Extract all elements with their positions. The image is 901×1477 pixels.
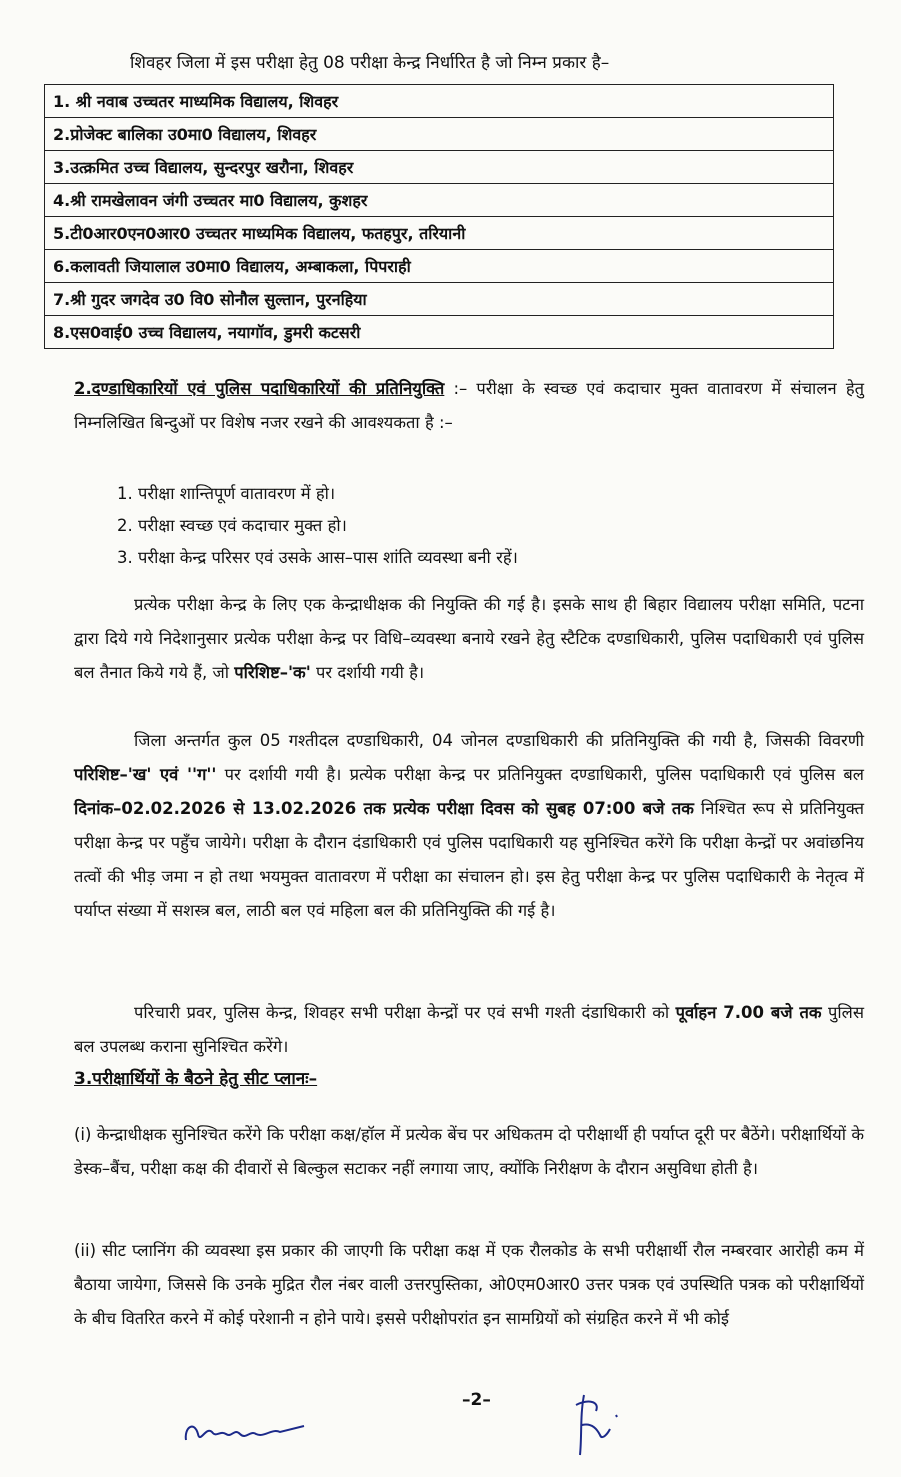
exam-center-name: 7.श्री गुदर जगदेव उ0 वि0 सोनौल सुल्तान, पुरनहिया	[45, 283, 834, 316]
exam-center-name: 4.श्री रामखेलावन जंगी उच्चतर मा0 विद्यालय, कुशहर	[45, 184, 834, 217]
signature-left-icon	[180, 1410, 310, 1450]
exam-center-name: 6.कलावती जियालाल उ0मा0 विद्यालय, अम्बाकला, पिपराही	[45, 250, 834, 283]
seat-plan-point-i: (i) केन्द्राधीक्षक सुनिश्चित करेंगे कि परीक्षा कक्ष/हॉल में प्रत्येक बेंच पर अधिकतम दो परीक्षार्थी ही पर्याप्त दूरी पर बैठेंगे। परीक्षार्थियों के डेस्क–बैंच, परीक्षा कक्ष की दीवारों से बिल्कुल सटाकर नहीं लगाया जाए, क्योंकि निरीक्षण के दौरान असुविधा होती है।	[74, 1125, 864, 1178]
section-2-heading: 2.दण्डाधिकारियों एवं पुलिस पदाधिकारियों की प्रतिनियुक्ति	[74, 379, 445, 398]
point-1: 1. परीक्षा शान्तिपूर्ण वातावरण में हो।	[138, 478, 518, 510]
point-3: 3. परीक्षा केन्द्र परिसर एवं उसके आस–पास शांति व्यवस्था बनी रहें।	[138, 542, 518, 574]
p2-text-a: जिला अन्तर्गत कुल 05 गश्तीदल दण्डाधिकारी, 04 जोनल दण्डाधिकारी की प्रतिनियुक्ति की गयी है, जिसकी विवरणी	[134, 731, 864, 750]
p2-text-e: निश्चित रूप से प्रतिनियुक्त परीक्षा केन्द्र पर पहुँच जायेगे। परीक्षा के दौरान दंडाधिकारी एवं पुलिस पदाधिकारी यह सुनिश्चित करेंगे कि परीक्षा केन्द्रों पर अवांछनिय तत्वों की भीड़ जमा न हो तथा भयमुक्त वातावरण में परीक्षा का संचालन हो। इस हेतु परीक्षा केन्द्र पर पुलिस पदाधिकारी के नेतृत्व में पर्याप्त संख्या में सशस्त्र बल, लाठी बल एवं महिला बल की प्रतिनियुक्ति की गई है।	[74, 799, 864, 920]
section-2-intro	[74, 372, 864, 440]
appendix-ka: परिशिष्ट–'क'	[234, 663, 311, 682]
exam-center-row	[45, 316, 834, 349]
p1-end: पर दर्शायी गयी है।	[310, 663, 425, 682]
page-number: –2–	[462, 1390, 491, 1410]
deployment-dates: दिनांक–02.02.2026 से 13.02.2026 तक प्रत्येक परीक्षा दिवस को सुबह 07:00 बजे तक	[74, 799, 694, 818]
section-2-points	[104, 478, 518, 574]
intro-line: शिवहर जिला में इस परीक्षा हेतु 08 परीक्षा केन्द्र निर्धारित है जो निम्न प्रकार है–	[130, 53, 610, 73]
p3-end: पुलिस बल उपलब्ध कराना सुनिश्चित करेंगे।	[74, 1003, 865, 1056]
exam-center-row	[45, 283, 834, 316]
exam-center-row	[45, 184, 834, 217]
exam-center-name: 3.उत्क्रमित उच्च विद्यालय, सुन्दरपुर खरौना, शिवहर	[45, 151, 834, 184]
exam-center-name: 8.एस0वाई0 उच्च विद्यालय, नयागॉव, डुमरी कटसरी	[45, 316, 834, 349]
p3-text: परिचारी प्रवर, पुलिस केन्द्र, शिवहर सभी परीक्षा केन्द्रों पर एवं सभी गश्ती दंडाधिकारी को	[134, 1003, 676, 1022]
exam-center-row	[45, 85, 834, 118]
section-2-lead: :– परीक्षा के स्वच्छ एवं कदाचार मुक्त वातावरण में संचालन हेतु निम्नलिखित बिन्दुओं पर विशेष नजर रखने की आवश्यकता है :–	[74, 379, 864, 432]
seat-plan-point-ii: (ii) सीट प्लानिंग की व्यवस्था इस प्रकार की जाएगी कि परीक्षा कक्ष में एक रौलकोड के सभी परीक्षार्थी रौल नम्बरवार आरोही कम में बैठाया जायेगा, जिससे कि उनके मुद्रित रौल नंबर वाली उत्तरपुस्तिका, ओ0एम0आर0 उत्तर पत्रक एवं उपस्थिति पत्रक को परीक्षार्थियों के बीच वितरित करने में कोई परेशानी न होने पाये। इससे परीक्षोपरांत इन सामग्रियों को संग्रहित करने में भी कोई	[74, 1241, 864, 1328]
exam-center-row	[45, 250, 834, 283]
paragraph-deployment	[74, 724, 864, 928]
exam-center-row	[45, 151, 834, 184]
exam-center-name: 2.प्रोजेक्ट बालिका उ0मा0 विद्यालय, शिवहर	[45, 118, 834, 151]
exam-center-name: 5.टी0आर0एन0आर0 उच्चतर माध्यमिक विद्यालय, फतहपुर, तरियानी	[45, 217, 834, 250]
appendix-kha-ga: परिशिष्ट–'ख' एवं ''ग''	[74, 765, 217, 784]
reporting-time: पूर्वाहन 7.00 बजे तक	[675, 1003, 822, 1022]
point-2: 2. परीक्षा स्वच्छ एवं कदाचार मुक्त हो।	[138, 510, 518, 542]
exam-center-row	[45, 118, 834, 151]
exam-centers-table	[44, 84, 834, 349]
exam-center-row	[45, 217, 834, 250]
signature-right-icon	[570, 1385, 630, 1465]
section-3-heading: 3.परीक्षार्थियों के बैठने हेतु सीट प्लानः–	[74, 1069, 318, 1089]
p2-text-c: पर दर्शायी गयी है। प्रत्येक परीक्षा केन्द्र पर प्रतिनियुक्त दण्डाधिकारी, पुलिस पदाधिकारी एवं पुलिस बल	[216, 765, 864, 784]
paragraph-centre-superintendent	[74, 588, 864, 690]
paragraph-police-force	[74, 996, 864, 1064]
p1-text: प्रत्येक परीक्षा केन्द्र के लिए एक केन्द्राधीक्षक की नियुक्ति की गई है। इसके साथ ही बिहार विद्यालय परीक्षा समिति, पटना द्वारा दिये गये निदेशानुसार प्रत्येक परीक्षा केन्द्र पर विधि–व्यवस्था बनाये रखने हेतु स्टैटिक दण्डाधिकारी, पुलिस पदाधिकारी एवं पुलिस बल तैनात किये गये हैं, जो	[74, 595, 864, 682]
exam-center-name: 1. श्री नवाब उच्चतर माध्यमिक विद्यालय, शिवहर	[45, 85, 834, 118]
